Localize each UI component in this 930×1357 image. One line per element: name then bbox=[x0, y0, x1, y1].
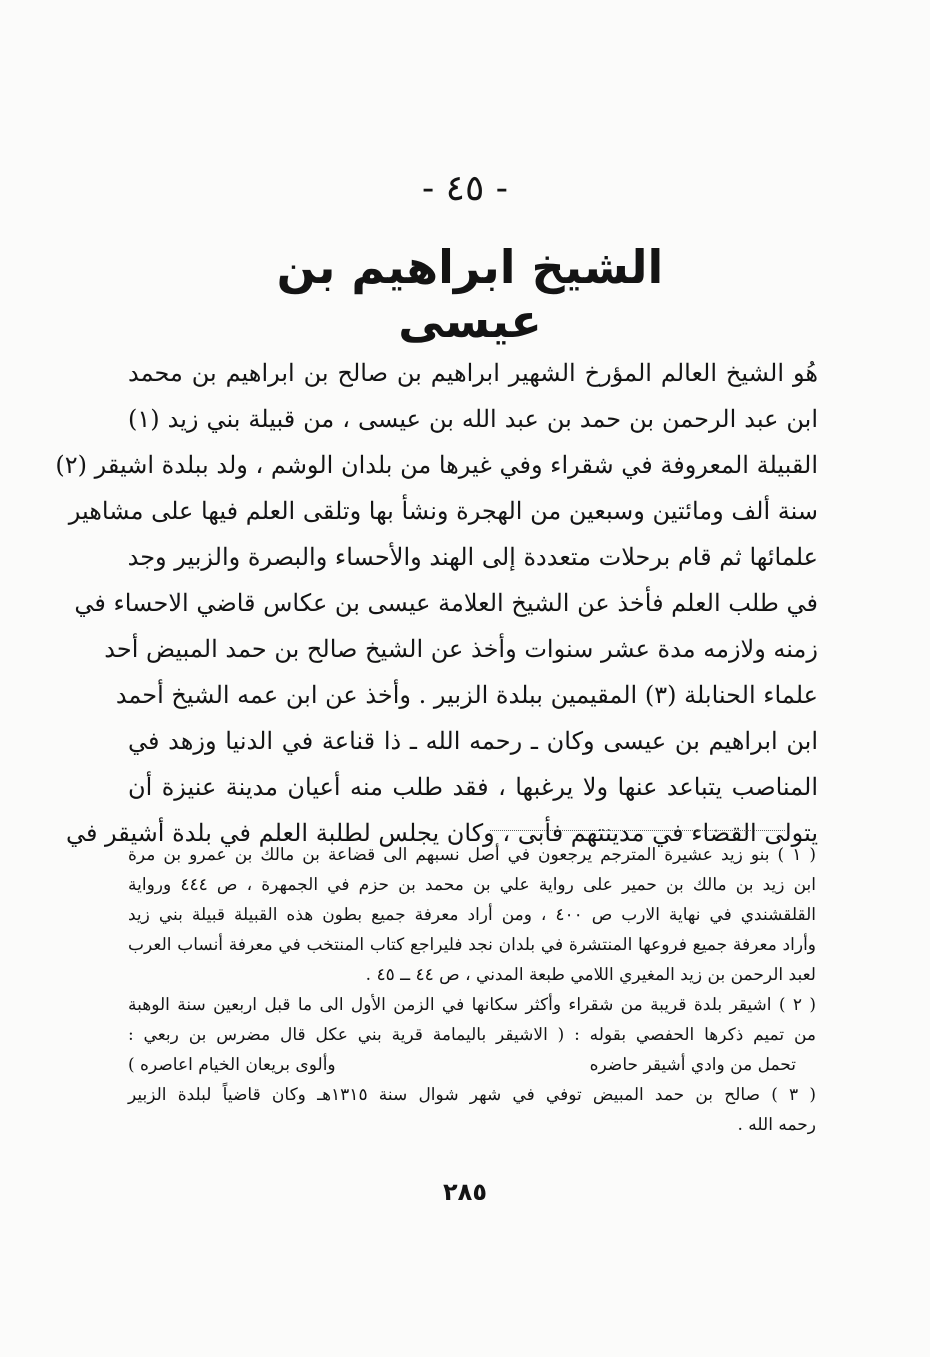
body-line: ابن ابراهيم بن عيسى وكان ـ رحمه الله ـ ذا قناعة في الدنيا وزهد في bbox=[128, 727, 818, 755]
body-line: سنة ألف ومائتين وسبعين من الهجرة ونشأ بها وتلقى العلم فيها على مشاهير bbox=[68, 497, 818, 525]
footnote-line: لعبد الرحمن بن زيد المغيري اللامي طبعة المدني ، ص ٤٤ ــ ٤٥ . bbox=[365, 965, 816, 985]
footnote-line: ( ٣ ) صالح بن حمد المبيض توفي في شهر شوال سنة ١٣١٥هـ وكان قاضياً لبلدة الزبير bbox=[128, 1085, 816, 1105]
body-line: القبيلة المعروفة في شقراء وفي غيرها من بلدان الوشم ، ولد ببلدة اشيقر (٢) bbox=[55, 451, 818, 479]
running-page-number: - ٤٥ - bbox=[422, 168, 508, 209]
body-line: المناصب يتباعد عنها ولا يرغبها ، فقد طلب منه أعيان مدينة عنيزة أن bbox=[128, 773, 818, 801]
body-line: ابن عبد الرحمن بن حمد بن عبد الله بن عيسى ، من قبيلة بني زيد (١) bbox=[128, 405, 818, 433]
footnote-line: وأراد معرفة جميع فروعها المنتشرة في بلدان نجد فليراجع كتاب المنتخب في معرفة أنساب العرب bbox=[128, 935, 816, 955]
footnote-line: القلقشندي في نهاية الارب ص ٤٠٠ ، ومن أراد معرفة جميع بطون هذه القبيلة قبيلة بني زيد bbox=[128, 905, 816, 925]
footnote-line: ( ٢ ) اشيقر بلدة قريبة من شقراء وأكثر سكانها في الزمن الأول الى ما قبل اربعين سنة الوهبة bbox=[128, 995, 816, 1015]
footnote-line: ( ١ ) بنو زيد عشيرة المترجم يرجعون في أصل نسبهم الى قضاعة بن مالك بن عمرو بن مرة bbox=[128, 845, 816, 865]
verse-right-hemistich: تحمل من وادي أشيقر حاضره bbox=[589, 1055, 796, 1075]
footnote-line: رحمه الله . bbox=[737, 1115, 816, 1135]
poetry-verse bbox=[128, 1050, 816, 1080]
page-title: الشيخ ابراهيم بن عيسى bbox=[276, 240, 664, 348]
verse-left-hemistich: وألوى بريعان الخيام اعاصره ) bbox=[128, 1055, 336, 1075]
page-number: ٢٨٥ bbox=[443, 1178, 487, 1206]
body-line: في طلب العلم فأخذ عن الشيخ العلامة عيسى بن عكاس قاضي الاحساء في bbox=[74, 589, 818, 617]
body-line: علماء الحنابلة (٣) المقيمين ببلدة الزبير . وأخذ عن ابن عمه الشيخ أحمد bbox=[115, 681, 818, 709]
footnote-separator bbox=[490, 830, 785, 831]
body-line: علمائها ثم قام برحلات متعددة إلى الهند والأحساء والبصرة والزبير وجد bbox=[127, 543, 818, 571]
body-paragraph bbox=[55, 350, 818, 856]
body-line: هُو الشيخ العالم المؤرخ الشهير ابراهيم بن صالح بن ابراهيم بن محمد bbox=[128, 359, 818, 387]
footnote-line: من تميم ذكرها الحفصي بقوله : ( الاشيقر باليمامة قرية بني عكل قال مضرس بن ربعي : bbox=[128, 1025, 816, 1045]
body-line: زمنه ولازمه مدة عشر سنوات وأخذ عن الشيخ صالح بن حمد المبيض أحد bbox=[104, 635, 818, 663]
footnotes bbox=[128, 840, 816, 1140]
body-line: يتولى القضاء في مدينتهم فأبى ، وكان يجلس لطلبة العلم في بلدة أشيقر في bbox=[65, 819, 818, 847]
footnote-line: ابن زيد بن مالك بن حمير على رواية علي بن محمد بن حزم في الجمهرة ، ص ٤٤٤ ورواية bbox=[128, 875, 816, 895]
